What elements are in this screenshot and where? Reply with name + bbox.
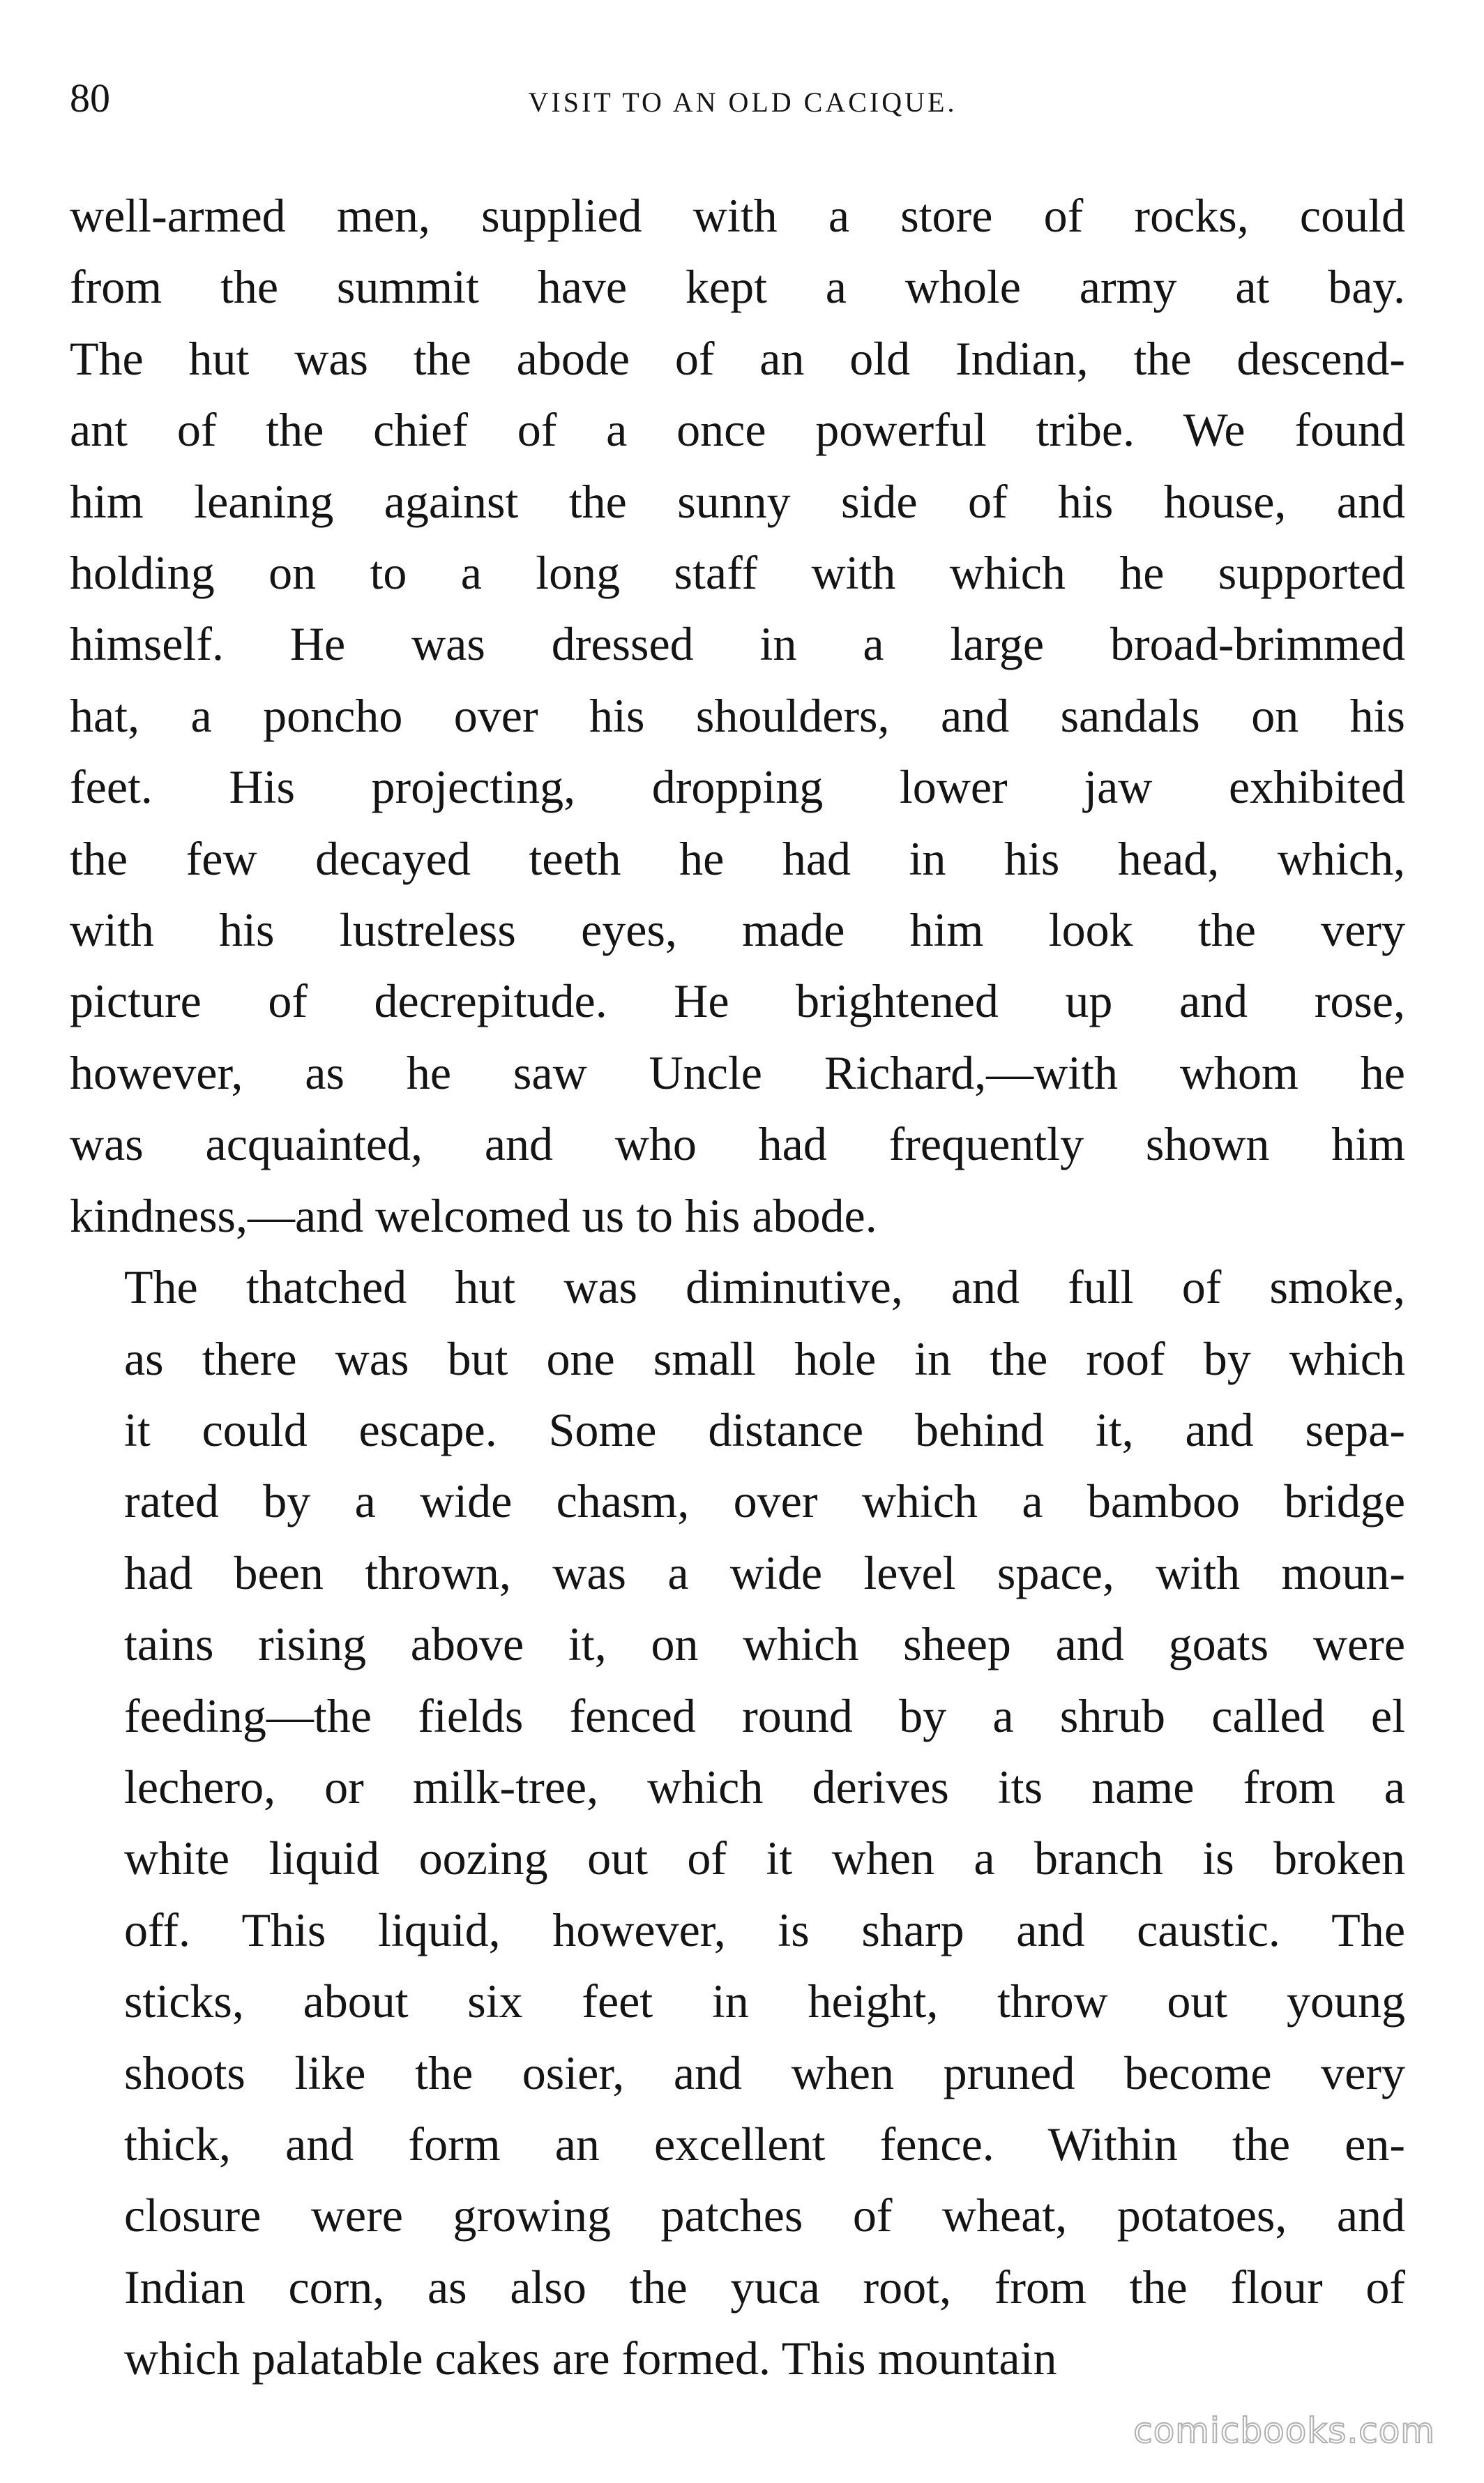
watermark: comicbooks.com: [1133, 2410, 1435, 2451]
text-line: feet. His projecting, dropping lower jaw exhibited: [70, 760, 1405, 814]
text-line: picture of decrepitude. He brightened up and rose,: [70, 974, 1405, 1028]
text-line: holding on to a long staff with which he supported: [70, 546, 1405, 600]
text-line: as there was but one small hole in the roof by which: [124, 1331, 1405, 1385]
text-line: well-armed men, supplied with a store of rocks, could: [70, 189, 1405, 242]
text-line: with his lustreless eyes, made him look the very: [70, 903, 1405, 957]
text-line: lechero, or milk-tree, which derives its name from a: [124, 1760, 1405, 1813]
text-line: it could escape. Some distance behind it, and sepa-: [124, 1403, 1405, 1456]
text-line: closure were growing patches of wheat, potatoes, and: [124, 2189, 1405, 2242]
text-line: Indian corn, as also the yuca root, from the flour of: [124, 2260, 1405, 2314]
page-number: 80: [70, 75, 110, 121]
text-line: kindness,—and welcomed us to his abode.: [70, 1188, 877, 1242]
text-line: was acquainted, and who had frequently shown him: [70, 1117, 1405, 1171]
text-line: the few decayed teeth he had in his head, which,: [70, 831, 1405, 885]
text-line: hat, a poncho over his shoulders, and sandals on his: [70, 688, 1405, 742]
text-line: from the summit have kept a whole army at bay.: [70, 260, 1405, 314]
text-line: ant of the chief of a once powerful tribe. We found: [70, 403, 1405, 457]
paragraph-1: [70, 180, 1405, 1251]
text-line: sticks, about six feet in height, throw out young: [124, 1975, 1405, 2028]
text-line: which palatable cakes are formed. This mountain: [124, 2332, 1057, 2385]
text-line: The thatched hut was diminutive, and full of smoke,: [124, 1260, 1405, 1314]
running-head: [70, 67, 1416, 130]
body-text: [70, 180, 1405, 2394]
text-line: thick, and form an excellent fence. Within the en-: [124, 2117, 1405, 2171]
text-line: off. This liquid, however, is sharp and caustic. The: [124, 1903, 1405, 1956]
text-line: tains rising above it, on which sheep and goats were: [124, 1617, 1405, 1671]
text-line: feeding—the fields fenced round by a shrub called el: [124, 1689, 1405, 1742]
text-line: himself. He was dressed in a large broad-brimmed: [70, 617, 1405, 671]
text-line: him leaning against the sunny side of his house, and: [70, 474, 1405, 528]
text-line: shoots like the osier, and when pruned become very: [124, 2046, 1405, 2099]
text-line: however, as he saw Uncle Richard,—with whom he: [70, 1046, 1405, 1099]
text-line: had been thrown, was a wide level space, with moun-: [124, 1546, 1405, 1599]
paragraph-2: [70, 1251, 1405, 2394]
text-line: white liquid oozing out of it when a branch is broken: [124, 1832, 1405, 1885]
text-line: rated by a wide chasm, over which a bamboo bridge: [124, 1474, 1405, 1528]
text-line: The hut was the abode of an old Indian, the descend-: [70, 331, 1405, 385]
running-title: VISIT TO AN OLD CACIQUE.: [528, 86, 957, 118]
